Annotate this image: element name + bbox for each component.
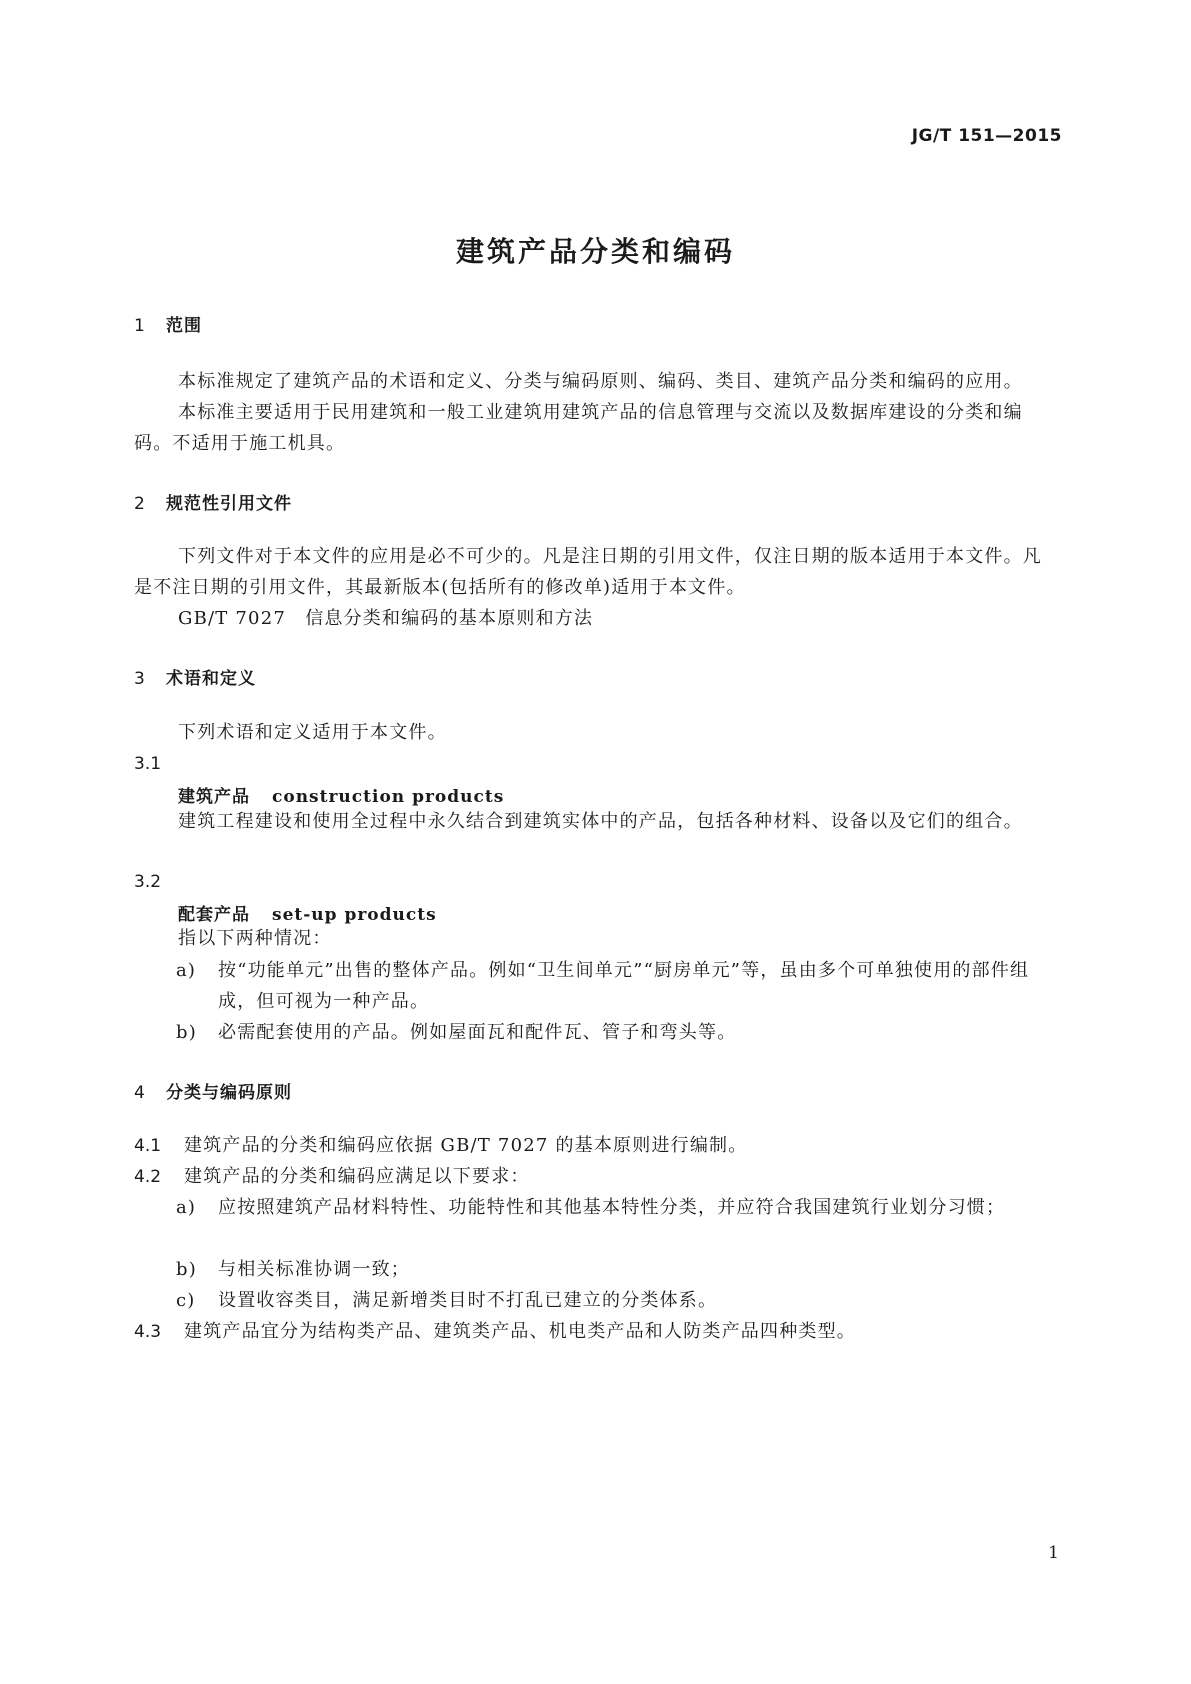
list-item [176,1254,1060,1285]
clause-text: 建筑产品的分类和编码应满足以下要求： [184,1166,530,1187]
list-item [176,955,1060,1017]
term-zh: 配套产品 [178,905,250,925]
term-number: 3.1 [134,754,162,774]
section-number: 4 [134,1083,146,1103]
section-4-heading [134,1078,292,1103]
section-2-para-1: 下列文件对于本文件的应用是必不可少的。凡是注日期的引用文件，仅注日期的版本适用于本文件。凡是不注日期的引用文件，其最新版本(包括所有的修改单)适用于本文件。 [134,546,1042,598]
term-heading [178,782,504,807]
list-item [176,1017,1060,1048]
list-item-text: 必需配套使用的产品。例如屋面瓦和配件瓦、管子和弯头等。 [218,1022,737,1043]
clause-number: 4.3 [134,1322,162,1342]
term-en: set-up products [272,905,437,925]
clause-4-3 [134,1316,1060,1348]
section-3-heading [134,664,256,689]
list-item-text: 与相关标准协调一致； [218,1259,410,1280]
list-item-label: c) [176,1290,196,1311]
normative-reference: GB/T 7027 信息分类和编码的基本原则和方法 [178,608,594,629]
term-heading [178,900,437,925]
section-title: 分类与编码原则 [166,1083,292,1103]
list-item [176,1285,1060,1316]
list-item [176,1192,1060,1223]
clause-number: 4.2 [134,1167,162,1187]
document-title: 建筑产品分类和编码 [455,235,735,268]
section-title: 规范性引用文件 [166,494,292,514]
list-item-label: a) [176,960,197,981]
clause-number: 4.1 [134,1136,162,1156]
term-number: 3.2 [134,872,162,892]
term-definition: 建筑工程建设和使用全过程中永久结合到建筑实体中的产品，包括各种材料、设备以及它们的组合。 [178,811,1023,832]
list-item-label: b) [176,1259,197,1280]
clause-4-2 [134,1161,1060,1193]
section-1-para-2: 本标准主要适用于民用建筑和一般工业建筑用建筑产品的信息管理与交流以及数据库建设的分类和编码。不适用于施工机具。 [134,402,1023,454]
term-en: construction products [272,787,505,807]
section-title: 术语和定义 [166,669,256,689]
term-zh: 建筑产品 [178,787,250,807]
section-2-heading [134,489,292,514]
list-item-label: a) [176,1197,197,1218]
section-1-heading [134,311,202,336]
standard-number: JG/T 151—2015 [911,126,1062,146]
section-1-para-1: 本标准规定了建筑产品的术语和定义、分类与编码原则、编码、类目、建筑产品分类和编码的应用。 [178,371,1023,392]
list-item-text: 应按照建筑产品材料特性、功能特性和其他基本特性分类，并应符合我国建筑行业划分习惯； [218,1197,1006,1218]
list-item-label: b) [176,1022,197,1043]
clause-text: 建筑产品的分类和编码应依据 GB/T 7027 的基本原则进行编制。 [184,1135,748,1156]
section-number: 1 [134,316,146,336]
term-definition: 指以下两种情况： [178,928,332,949]
page-number: 1 [1048,1543,1059,1563]
clause-4-1 [134,1130,1060,1162]
section-3-intro: 下列术语和定义适用于本文件。 [178,722,447,743]
section-number: 2 [134,494,146,514]
section-number: 3 [134,669,146,689]
list-item-text: 设置收容类目，满足新增类目时不打乱已建立的分类体系。 [218,1290,718,1311]
list-item-text: 按“功能单元”出售的整体产品。例如“卫生间单元”“厨房单元”等，虽由多个可单独使用的部件组成，但可视为一种产品。 [218,960,1030,1012]
section-title: 范围 [166,316,202,336]
clause-text: 建筑产品宜分为结构类产品、建筑类产品、机电类产品和人防类产品四种类型。 [184,1321,856,1342]
